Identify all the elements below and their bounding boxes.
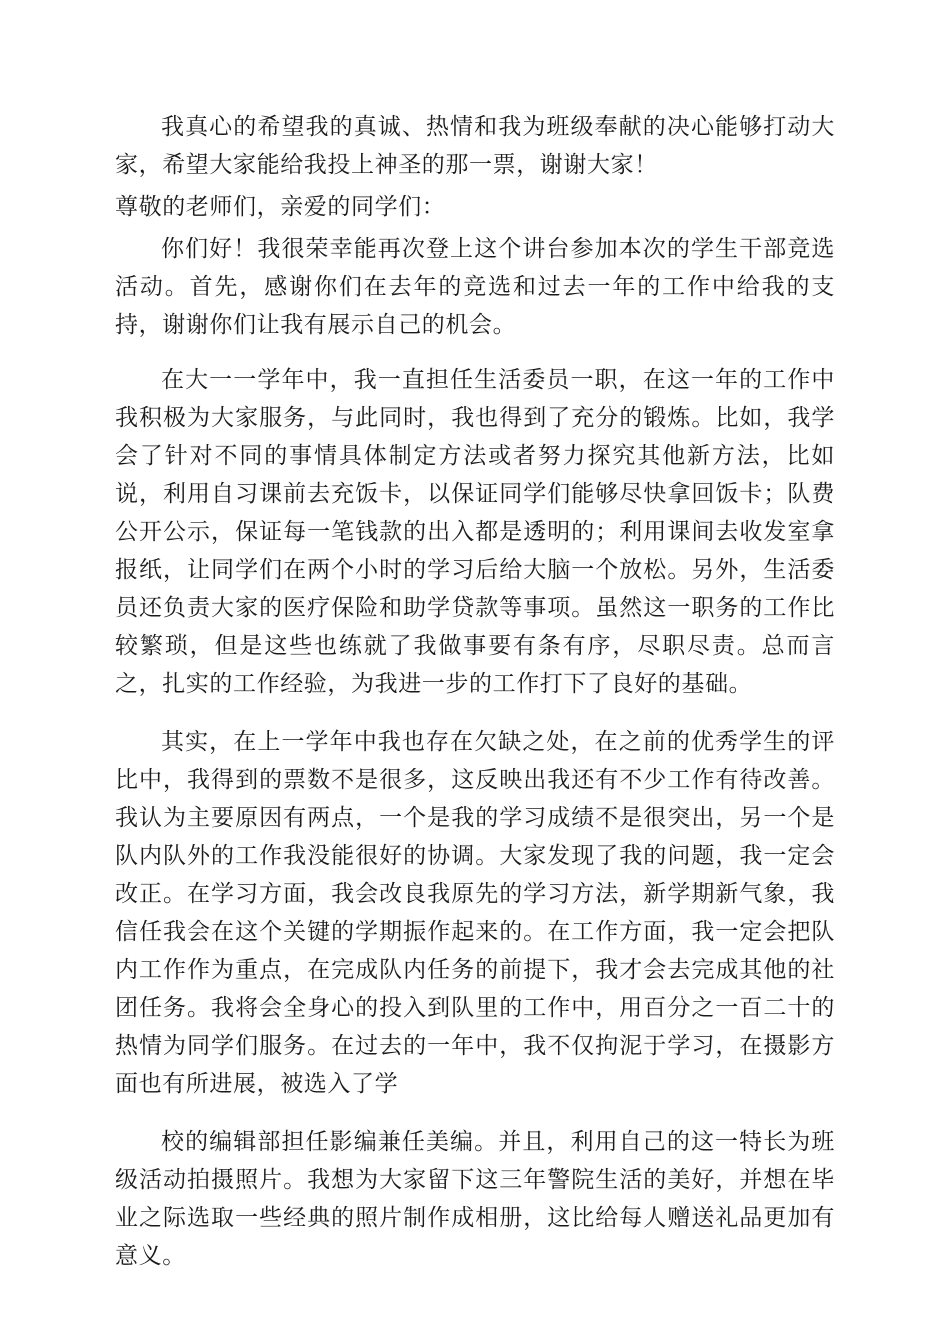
paragraph-experience: 在大一一学年中，我一直担任生活委员一职，在这一年的工作中我积极为大家服务，与此同时，我也得到了充分的锻炼。比如，我学会了针对不同的事情具体制定方法或者努力探究其他新方法，比如说，利用自习课前去充饭卡，以保证同学们能够尽快拿回饭卡；队费公开公示，保证每一笔钱款的出入都是透明的；利用课间去收发室拿报纸，让同学们在两个小时的学习后给大脑一个放松。另外，生活委员还负责大家的医疗保险和助学贷款等事项。虽然这一职务的工作比较繁琐，但是这些也练就了我做事要有条有序，尽职尽责。总而言之，扎实的工作经验，为我进一步的工作打下了良好的基础。 [115,367,835,697]
paragraph-photography: 校的编辑部担任影编兼任美编。并且，利用自己的这一特长为班级活动拍摄照片。我想为大家留下这三年警院生活的美好，并想在毕业之际选取一些经典的照片制作成相册，这比给每人赠送礼品更加有意义。 [115,1129,835,1269]
paragraph-salutation: 尊敬的老师们，亲爱的同学们： [115,194,446,220]
document-page [115,108,835,1275]
paragraph-shortcomings: 其实，在上一学年中我也存在欠缺之处，在之前的优秀学生的评比中，我得到的票数不是很多，这反映出我还有不少工作有待改善。我认为主要原因有两点，一个是我的学习成绩不是很突出，另一个是队内队外的工作我没能很好的协调。大家发现了我的问题，我一定会改正。在学习方面，我会改良我原先的学习方法，新学期新气象，我信任我会在这个关键的学期振作起来的。在工作方面，我一定会把队内工作作为重点，在完成队内任务的前提下，我才会去完成其他的社团任务。我将会全身心的投入到队里的工作中，用百分之一百二十的热情为同学们服务。在过去的一年中，我不仅拘泥于学习，在摄影方面也有所进展，被选入了学 [115,729,835,1097]
paragraph-closing-appeal: 我真心的希望我的真诚、热情和我为班级奉献的决心能够打动大家，希望大家能给我投上神圣的那一票，谢谢大家！ [115,114,835,178]
paragraph-greeting: 你们好！我很荣幸能再次登上这个讲台参加本次的学生干部竞选活动。首先，感谢你们在去年的竞选和过去一年的工作中给我的支持，谢谢你们让我有展示自己的机会。 [115,236,835,338]
